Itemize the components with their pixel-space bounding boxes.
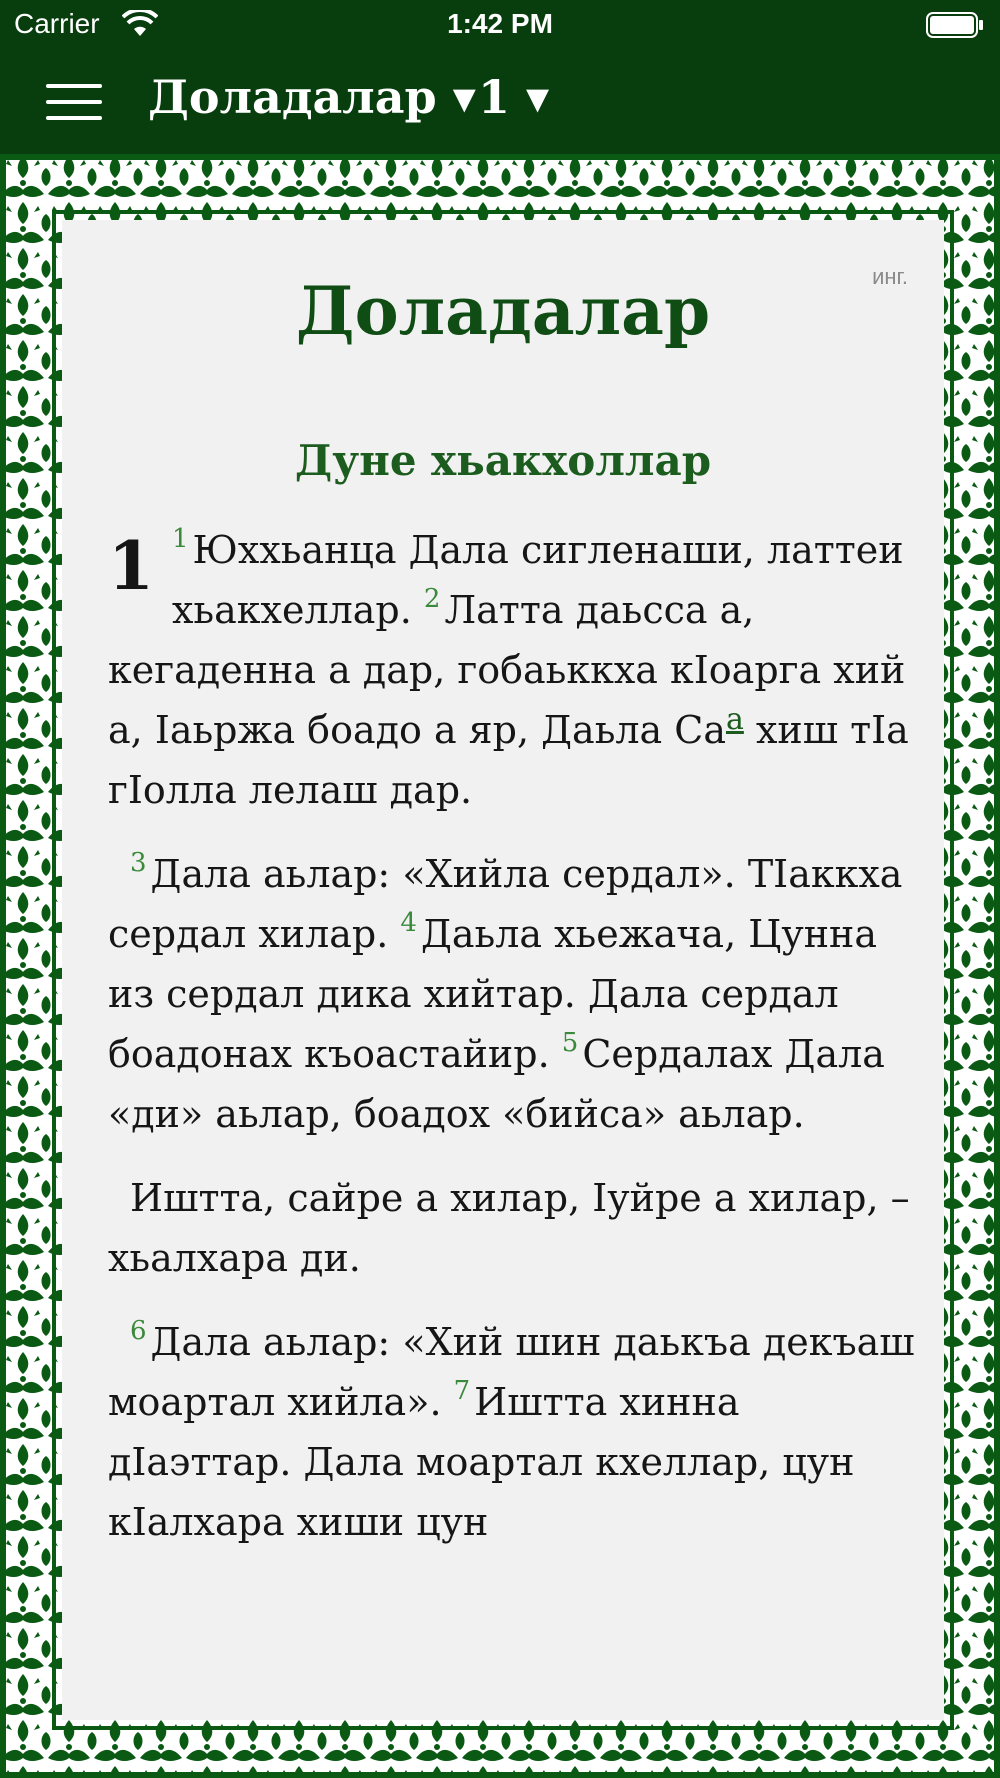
battery-icon [926, 12, 984, 38]
verse-text: Дала аьлар: «Хий шин даькъа декъаш моартал хийла». [108, 1320, 915, 1424]
carrier-label: Carrier [14, 8, 100, 39]
verse-text: Иштта хинна дӀаэттар. Дала моартал кхеллар, цун кӀалхара хиши цун [108, 1380, 855, 1544]
decorative-border-frame [0, 154, 1000, 1778]
paragraph [108, 520, 918, 820]
verse-text: Латта даьсса а, кегаденна а дар, гобаьккха кӀоарга хий а, Ӏаьржа боадо а яр, Даьла Са [108, 588, 906, 752]
verse-number[interactable]: 7 [453, 1376, 471, 1406]
verse-number[interactable]: 2 [423, 584, 441, 614]
paragraph [108, 1312, 918, 1552]
verse-number[interactable]: 3 [130, 848, 147, 878]
verse-text: Юххьанца Дала сигленаши, латтеи хьакхеллар. [172, 528, 904, 632]
scripture-text [108, 520, 918, 1576]
verse-text: Сердалах Дала «ди» аьлар, боадох «бийса» аьлар. [108, 1032, 885, 1136]
book-title: Доладалар [295, 272, 711, 350]
chapter-selector-button[interactable]: 1 ▾ [478, 70, 550, 124]
chapter-number: 1 [108, 527, 154, 605]
verse-number[interactable]: 1 [172, 524, 189, 554]
section-heading: Дуне хьакхоллар [294, 436, 712, 485]
navigation-bar [0, 50, 1000, 154]
chapter-page[interactable] [62, 220, 944, 1720]
verse-text: Дала аьлар: «Хийла сердал». ТӀаккха сердал хилар. [108, 852, 903, 956]
verse-number[interactable]: 6 [130, 1316, 147, 1346]
verse-number[interactable]: 4 [400, 908, 417, 938]
status-bar [0, 0, 1000, 50]
paragraph [108, 1168, 918, 1288]
language-label[interactable]: инг. [872, 264, 908, 289]
status-time: 1:42 PM [447, 8, 553, 39]
verse-number[interactable]: 5 [561, 1028, 579, 1058]
verse-text: хиш тӀа гӀолла лелаш дар. [108, 708, 909, 812]
hamburger-menu-icon[interactable] [46, 80, 104, 124]
footnote-link[interactable]: а [725, 702, 744, 737]
verse-text: Даьла хьежача, Цунна из сердал дика хийтар. Дала сердал боадонах къоастайир. [108, 912, 878, 1076]
paragraph [108, 844, 918, 1144]
book-selector-button[interactable]: Доладалар ▾ [148, 70, 476, 124]
verse-text: Иштта, сайре а хилар, Ӏуйре а хилар, – хьалхара ди. [108, 1176, 910, 1280]
